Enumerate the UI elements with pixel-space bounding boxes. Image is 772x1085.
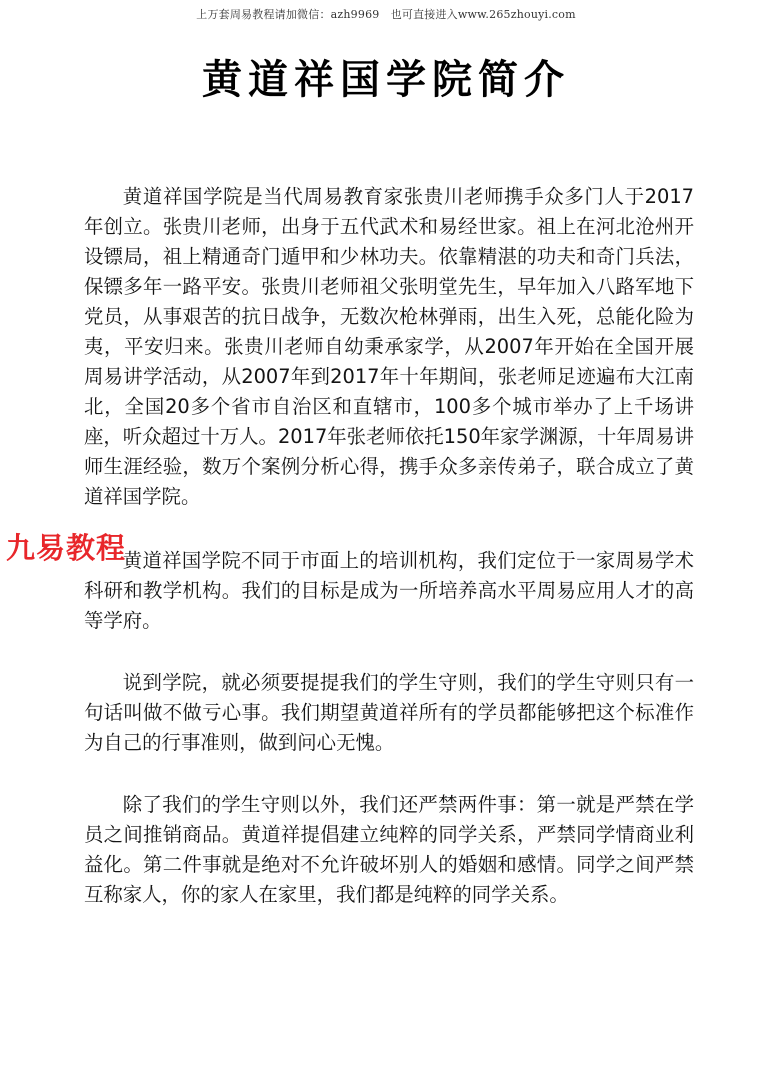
- paragraph-prohibitions: 除了我们的学生守则以外，我们还严禁两件事：第一就是严禁在学员之间推销商品。黄道祥提倡建立纯粹的同学关系，严禁同学情商业利益化。第二件事就是绝对不允许破坏别人的婚姻和感情。同学之间严禁互称家人，你的家人在家里，我们都是纯粹的同学关系。: [84, 793, 694, 906]
- header-note: 上万套周易教程请加微信：azh9969 也可直接进入www.265zhouyi.com: [196, 8, 576, 21]
- paragraph-positioning: 黄道祥国学院不同于市面上的培训机构，我们定位于一家周易学术科研和教学机构。我们的目标是成为一所培养高水平周易应用人才的高等学府。: [84, 549, 694, 632]
- paragraph-intro: 黄道祥国学院是当代周易教育家张贵川老师携手众多门人于2017年创立。张贵川老师，出身于五代武术和易经世家。祖上在河北沧州开设镖局，祖上精通奇门遁甲和少林功夫。依靠精湛的功夫和奇门兵法，保镖多年一路平安。张贵川老师祖父张明堂先生，早年加入八路军地下党员，从事艰苦的抗日战争，无数次枪林弹雨，出生入死，总能化险为夷，平安归来。张贵川老师自幼秉承家学，从2007年开始在全国开展周易讲学活动，从2007年到2017年十年期间，张老师足迹遍布大江南北，全国20多个省市自治区和直辖市，100多个城市举办了上千场讲座，听众超过十万人。2017年张老师依托150年家学渊源，十年周易讲师生涯经验，数万个案例分析心得，携手众多亲传弟子，联合成立了黄道祥国学院。: [84, 185, 694, 508]
- page-title: 黄道祥国学院简介: [202, 57, 570, 103]
- watermark-stamp: 九易教程: [6, 531, 127, 565]
- paragraph-student-rule: 说到学院，就必须要提提我们的学生守则，我们的学生守则只有一句话叫做不做亏心事。我们期望黄道祥所有的学员都能够把这个标准作为自己的行事准则，做到问心无愧。: [84, 671, 694, 754]
